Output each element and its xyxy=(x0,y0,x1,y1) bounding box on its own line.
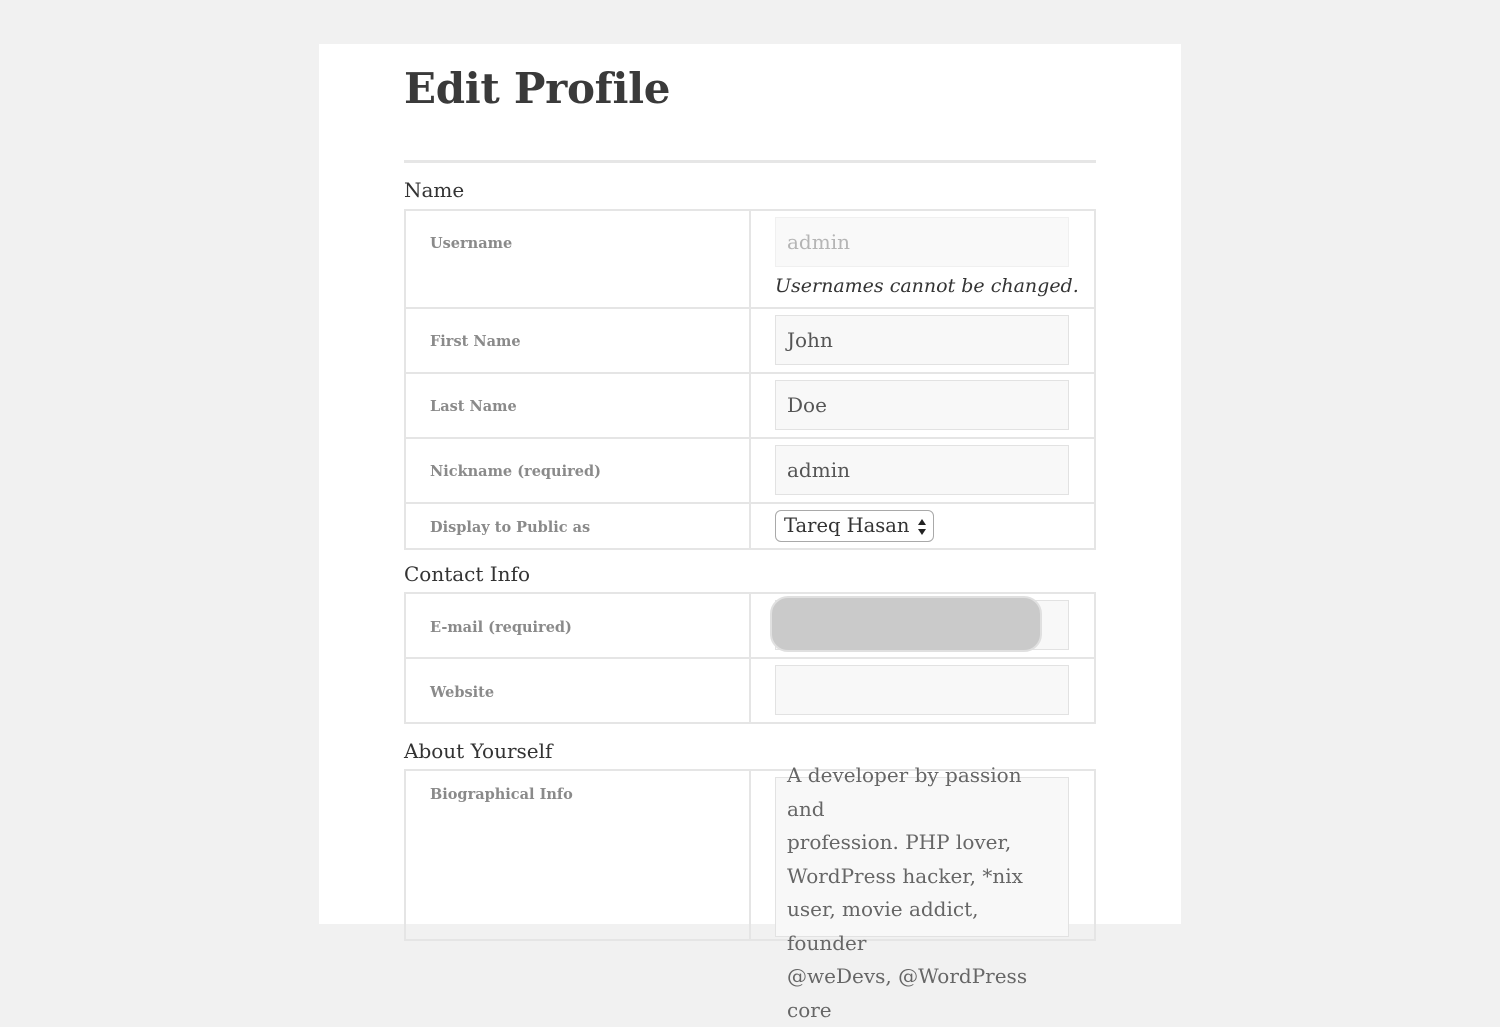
username-row xyxy=(405,210,1095,308)
name-table xyxy=(404,209,1096,550)
nickname-row xyxy=(405,438,1095,503)
nickname-input[interactable]: admin xyxy=(775,445,1069,495)
email-redaction-blur xyxy=(770,596,1042,652)
website-label: Website xyxy=(430,684,495,701)
display-name-label: Display to Public as xyxy=(430,519,591,536)
website-input[interactable] xyxy=(775,665,1069,715)
bio-line: A developer by passion and xyxy=(787,763,1022,821)
up-down-arrows-icon xyxy=(917,518,927,536)
email-label: E-mail (required) xyxy=(430,619,572,636)
username-label: Username xyxy=(430,235,513,252)
first-name-row xyxy=(405,308,1095,373)
last-name-label: Last Name xyxy=(430,398,517,415)
bio-line: WordPress hacker, *nix xyxy=(787,863,1023,888)
bio-textarea[interactable] xyxy=(775,763,1069,1022)
title-divider xyxy=(404,160,1096,163)
bio-label: Biographical Info xyxy=(430,786,573,803)
bio-line: user, movie addict, founder xyxy=(787,897,979,955)
last-name-row xyxy=(405,373,1095,438)
display-name-select[interactable] xyxy=(775,510,934,542)
last-name-input[interactable]: Doe xyxy=(775,380,1069,430)
contact-table xyxy=(404,592,1096,724)
display-name-row xyxy=(405,503,1095,549)
bio-line: profession. PHP lover, xyxy=(787,830,1012,854)
page-title: Edit Profile xyxy=(404,64,671,113)
website-row xyxy=(405,658,1095,723)
section-title-about: About Yourself xyxy=(404,739,553,763)
username-description: Usernames cannot be changed. xyxy=(775,275,1079,297)
email-row xyxy=(405,593,1095,658)
first-name-input[interactable]: John xyxy=(775,315,1069,365)
nickname-label: Nickname (required) xyxy=(430,463,601,480)
username-input: admin xyxy=(775,217,1069,267)
about-table xyxy=(404,763,1096,1022)
display-name-selected: Tareq Hasan xyxy=(784,514,910,537)
profile-card xyxy=(319,44,1181,1022)
bio-row xyxy=(405,770,1095,940)
section-title-contact: Contact Info xyxy=(404,562,531,586)
section-title-name: Name xyxy=(404,178,465,202)
bio-line: @weDevs, @WordPress core xyxy=(787,964,1028,1022)
first-name-label: First Name xyxy=(430,333,521,350)
